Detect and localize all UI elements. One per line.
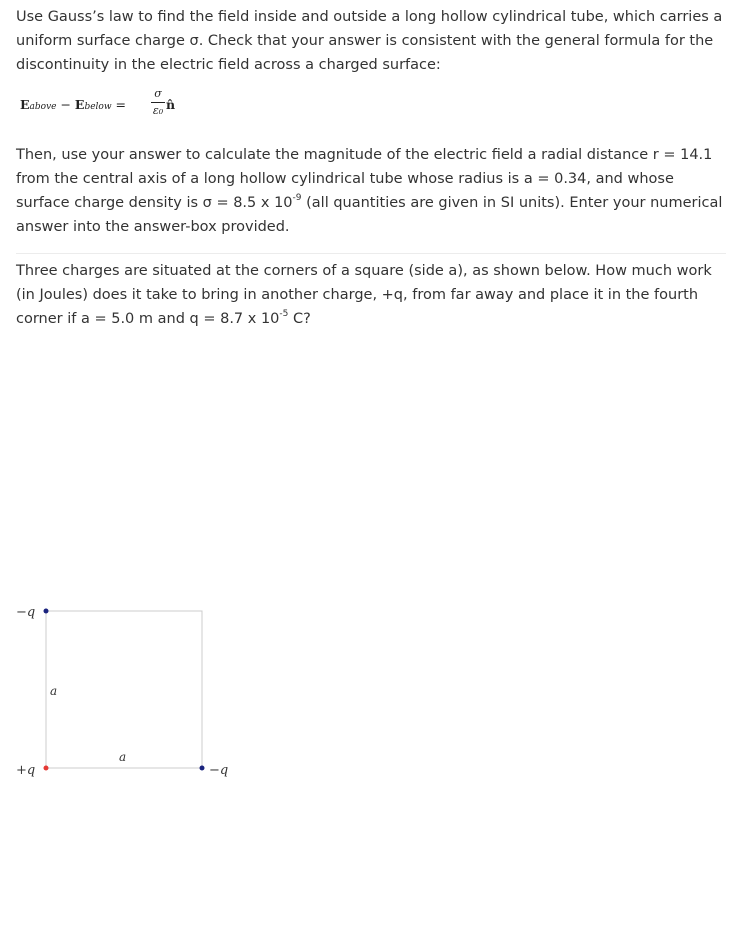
top-left-charge-dot (44, 609, 49, 614)
fraction-numerator: σ (154, 87, 162, 100)
square-outline (46, 611, 202, 768)
problem-2-question-tail: C? (288, 311, 311, 327)
sigma-over-epsilon-fraction (151, 87, 165, 118)
bottom-right-charge-dot (200, 766, 205, 771)
formula-lhs (20, 97, 126, 112)
problem-1-intro: Use Gauss’s law to find the field inside and outside a long hollow cylindrical tube, which carries a uniform surface charge σ. Check that your answer is consistent with the general formula for the discontinuity in the electric field across a charged surface: (16, 9, 723, 73)
bottom-right-charge-label: −q (209, 763, 229, 778)
charge-square-diagram (16, 599, 276, 789)
fraction-bar (151, 102, 165, 103)
equals-sign: = (111, 97, 126, 112)
problem-2-question (16, 259, 728, 331)
charge-square-svg (16, 599, 276, 789)
problem-1-question-text: Then, use your answer to calculate the magnitude of the electric field a radial distance r = 14.1 from the central axis of a long hollow cylindrical tube whose radius is a = 0.34, and whose surface charge density is σ = 8.5 x 10 (16, 147, 713, 211)
problem-2 (16, 259, 728, 778)
sigma-exponent: -9 (292, 193, 302, 204)
top-left-charge-label: −q (16, 605, 36, 620)
charge-exponent: -5 (279, 309, 289, 320)
problem-2-question-text: Three charges are situated at the corners of a square (side a), as shown below. How much work (in Joules) does it take to bring in another charge, +q, from far away and place it in the fourth corner if a = 5.0 m and q = 8.7 x 10 (16, 263, 712, 327)
problem-1-question (16, 143, 728, 239)
problem-1-question-tail: (all quantities are given in SI units). Enter your numerical answer into the answer-box provided. (16, 195, 723, 235)
e-below-symbol: E (74, 97, 85, 112)
fraction-denominator: ε₀ (152, 104, 164, 117)
left-side-length-label: a (50, 684, 58, 698)
problem-1 (16, 5, 728, 239)
minus-sign: − (56, 97, 75, 112)
bottom-side-length-label: a (119, 750, 127, 764)
field-discontinuity-formula (16, 87, 728, 127)
problem-divider (16, 253, 726, 254)
above-subscript: above (29, 102, 57, 112)
bottom-left-charge-dot (44, 766, 49, 771)
below-subscript: below (84, 102, 112, 112)
e-above-symbol: E (20, 97, 30, 112)
unit-normal-vector: n̂ (166, 97, 176, 112)
bottom-left-charge-label: +q (16, 763, 36, 778)
